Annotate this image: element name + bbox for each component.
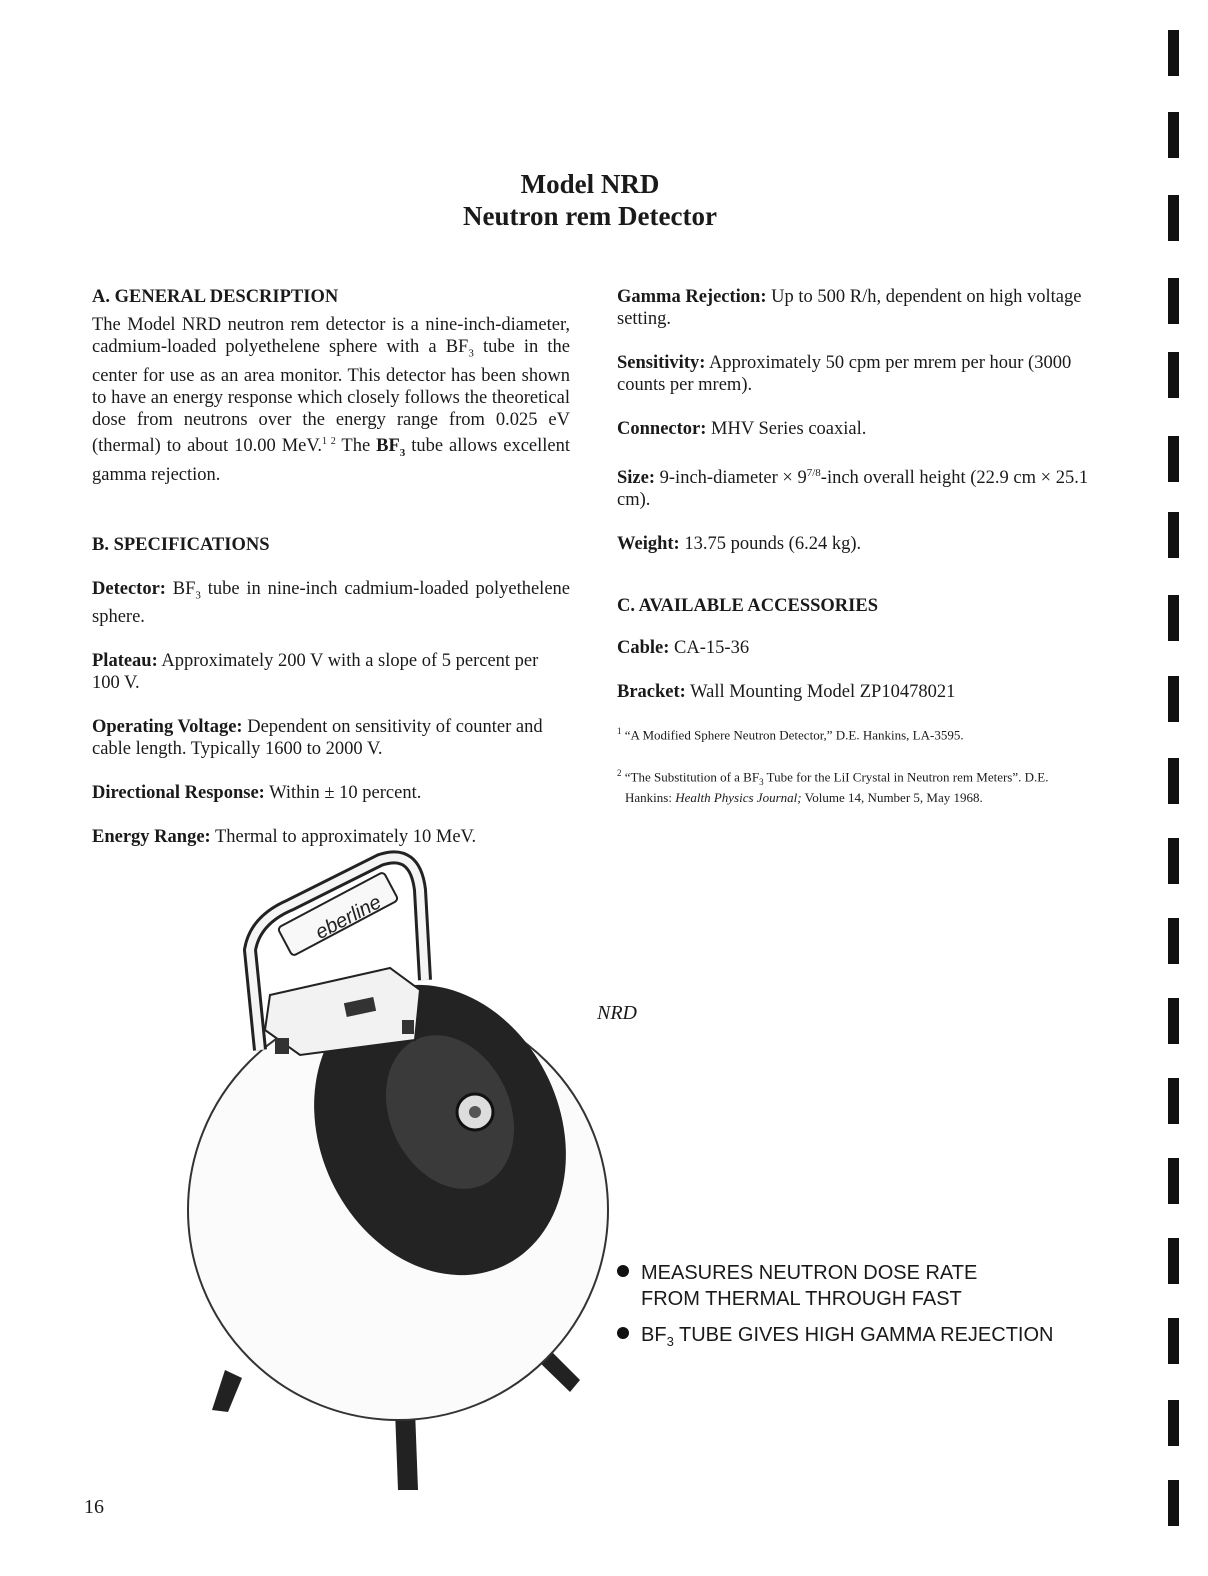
spec-detector: Detector: $BF_3$ tube in nine-inch cadmium-loaded polyethelene sphere. — [92, 578, 570, 628]
feature-bullet-1-continued: FROM THERMAL THROUGH FAST — [641, 1288, 962, 1310]
spec-energy-range: Energy Range: Thermal to approximately 10 MeV. — [92, 827, 477, 848]
bullet-icon — [617, 1327, 629, 1339]
figure-caption: NRD — [597, 1002, 637, 1024]
spec-weight: Weight: 13.75 pounds (6.24 kg). — [617, 534, 862, 555]
spec-plateau: Plateau: Approximately 200 V with a slope of 5 percent per 100 V. — [92, 651, 539, 694]
accessory-cable: Cable: CA-15-36 — [617, 638, 750, 659]
spec-size: Size: 9-inch-diameter × $9^{7/8}$-inch overall height (22.9 cm × 25.1 cm). — [617, 467, 1089, 511]
page-number: 16 — [84, 1496, 104, 1518]
title-line-2: Neutron rem Detector — [463, 201, 717, 231]
page-title — [300, 168, 880, 232]
spec-sensitivity: Sensitivity: Approximately 50 cpm per mrem per hour (3000 counts per mrem). — [617, 353, 1072, 395]
right-column — [617, 286, 1094, 806]
bullet-icon — [617, 1265, 629, 1277]
feature-bullets — [617, 1260, 1107, 1355]
feature-bullet-1: MEASURES NEUTRON DOSE RATE — [617, 1260, 1107, 1286]
detector-leg-left — [212, 1370, 242, 1412]
footnote-1: $^1$ “A Modified Sphere Neutron Detector,” D.E. Hankins, LA-3595. — [617, 726, 964, 743]
left-column — [92, 286, 570, 848]
spec-gamma-rejection: Gamma Rejection: Up to 500 R/h, dependent on high voltage setting. — [617, 287, 1082, 329]
section-b-heading: B. SPECIFICATIONS — [92, 534, 270, 555]
nrd-detector-photo — [150, 850, 610, 1510]
spec-directional-response: Directional Response: Within ± 10 percent. — [92, 783, 422, 804]
footnote-2: $^2$ “The Substitution of a $BF_3$ Tube for the LiI Crystal in Neutron rem Meters”. D.E. Hankins: Health Physics Journal; Volume 14, Number 5, May 1968. — [617, 768, 1049, 806]
section-a-heading: A. GENERAL DESCRIPTION — [92, 287, 339, 307]
section-a-body: The Model NRD neutron rem detector is a nine-inch-diameter, cadmium-loaded polyethelene sphere with a $BF_3$ tube in the center for use as an area monitor. This detector has been shown to have an energy response which closely follows the theoretical dose from neutrons over the energy range from 0.025 eV (thermal) to about 10.00 MeV.$^{1 2}$ The $BF_3$ tube allows excellent gamma rejection. — [92, 315, 571, 485]
brand-logo: eberline — [311, 891, 386, 944]
spec-operating-voltage: Operating Voltage: Dependent on sensitivity of counter and cable length. Typically 1600 to 2000 V. — [92, 717, 543, 760]
accessory-bracket: Bracket: Wall Mounting Model ZP10478021 — [617, 682, 956, 703]
title-line-1: Model NRD — [520, 169, 660, 199]
detector-leg-center — [395, 1410, 418, 1490]
section-c-heading: C. AVAILABLE ACCESSORIES — [617, 596, 878, 617]
feature-bullet-2: $BF_3$ TUBE GIVES HIGH GAMMA REJECTION — [617, 1322, 1107, 1355]
spec-connector: Connector: MHV Series coaxial. — [617, 419, 867, 439]
